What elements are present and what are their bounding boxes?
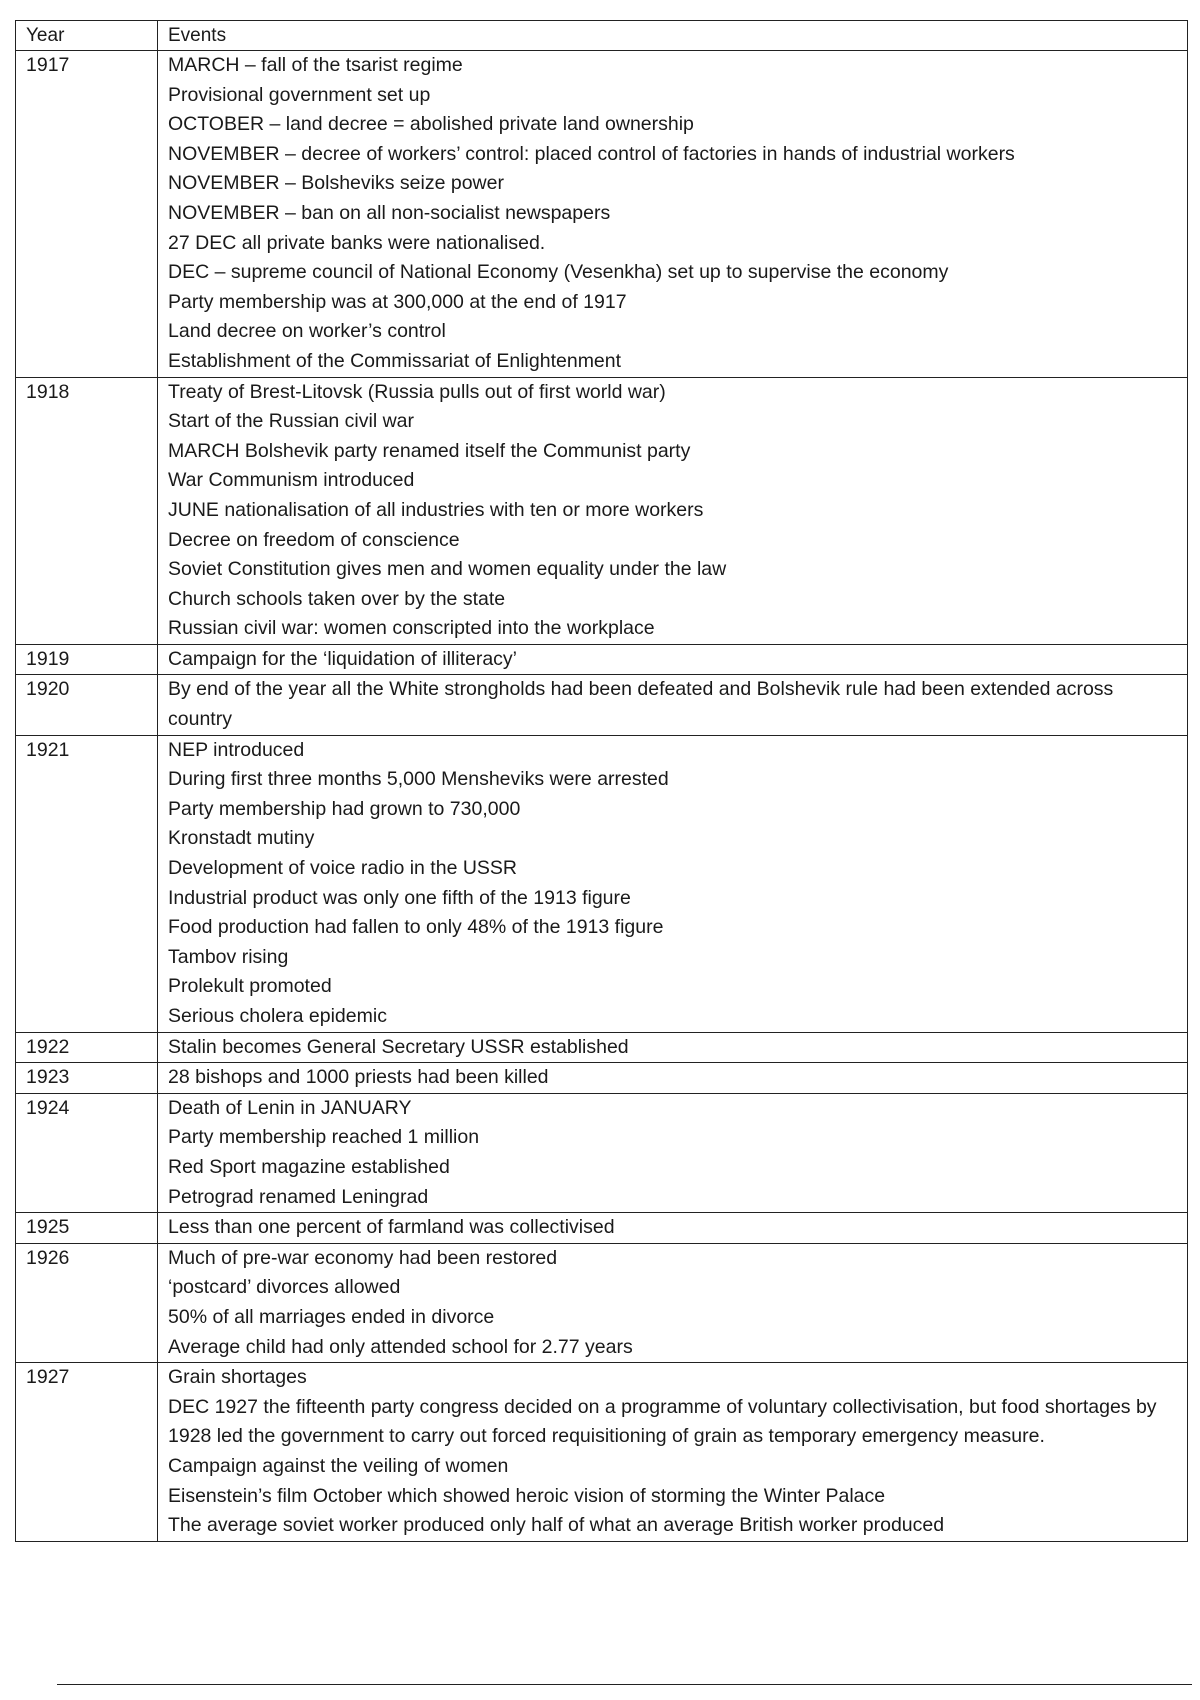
table-row xyxy=(16,51,1188,378)
event-item: Church schools taken over by the state xyxy=(168,587,506,610)
event-item: Party membership was at 300,000 at the end of 1917 xyxy=(168,290,627,313)
table-row xyxy=(16,1063,1188,1094)
event-item: Less than one percent of farmland was collectivised xyxy=(168,1216,615,1239)
event-item: Death of Lenin in JANUARY xyxy=(168,1096,412,1119)
event-item: Industrial product was only one fifth of the 1913 figure xyxy=(168,886,631,909)
year-cell: 1927 xyxy=(16,1363,158,1542)
events-cell xyxy=(158,1032,1188,1063)
event-item: JUNE nationalisation of all industries with ten or more workers xyxy=(168,498,704,521)
year-cell: 1918 xyxy=(16,377,158,644)
events-cell xyxy=(158,735,1188,1032)
event-item: Average child had only attended school for 2.77 years xyxy=(168,1335,633,1358)
year-cell: 1917 xyxy=(16,51,158,378)
event-item: Petrograd renamed Leningrad xyxy=(168,1185,429,1208)
event-item: Tambov rising xyxy=(168,945,289,968)
event-item: DEC 1927 the fifteenth party congress decided on a programme of voluntary collectivisation, but food shortages by 1928 led the government to carry out forced requisitioning of grain as temporary emergency measure. xyxy=(168,1395,1157,1448)
event-item: Establishment of the Commissariat of Enlightenment xyxy=(168,349,622,372)
event-item: Stalin becomes General Secretary USSR established xyxy=(168,1035,629,1058)
year-cell: 1922 xyxy=(16,1032,158,1063)
event-item: NOVEMBER – ban on all non-socialist newspapers xyxy=(168,201,611,224)
event-item: Land decree on worker’s control xyxy=(168,320,446,343)
table-row xyxy=(16,1243,1188,1362)
event-item: NOVEMBER – decree of workers’ control: placed control of factories in hands of industrial workers xyxy=(168,142,1015,165)
event-item: Campaign against the veiling of women xyxy=(168,1454,509,1477)
event-item: Soviet Constitution gives men and women equality under the law xyxy=(168,558,727,581)
year-column-header: Year xyxy=(16,21,158,51)
event-item: Grain shortages xyxy=(168,1366,307,1389)
event-item: By end of the year all the White strongholds had been defeated and Bolshevik rule had been extended across country xyxy=(168,678,1114,731)
event-item: MARCH Bolshevik party renamed itself the Communist party xyxy=(168,439,691,462)
event-item: Development of voice radio in the USSR xyxy=(168,857,518,880)
year-cell: 1925 xyxy=(16,1213,158,1244)
events-cell xyxy=(158,377,1188,644)
event-item: Provisional government set up xyxy=(168,83,431,106)
events-cell xyxy=(158,675,1188,735)
table-row xyxy=(16,675,1188,735)
events-cell xyxy=(158,1243,1188,1362)
year-cell: 1919 xyxy=(16,644,158,675)
event-item: Serious cholera epidemic xyxy=(168,1005,387,1027)
event-item: Food production had fallen to only 48% of the 1913 figure xyxy=(168,916,664,939)
event-item: NOVEMBER – Bolsheviks seize power xyxy=(168,172,504,195)
events-cell xyxy=(158,1213,1188,1244)
event-item: Party membership had grown to 730,000 xyxy=(168,797,521,820)
event-item: MARCH – fall of the tsarist regime xyxy=(168,54,463,76)
event-item: Decree on freedom of conscience xyxy=(168,528,460,551)
year-cell: 1920 xyxy=(16,675,158,735)
event-item: During first three months 5,000 Mensheviks were arrested xyxy=(168,768,669,791)
event-item: War Communism introduced xyxy=(168,469,415,492)
timeline-body xyxy=(16,51,1188,1542)
event-item: Treaty of Brest-Litovsk (Russia pulls out of first world war) xyxy=(168,380,666,403)
events-cell xyxy=(158,644,1188,675)
event-item: Prolekult promoted xyxy=(168,975,332,998)
events-cell xyxy=(158,1363,1188,1542)
event-item: NEP introduced xyxy=(168,738,305,761)
table-row xyxy=(16,377,1188,644)
table-row xyxy=(16,1363,1188,1542)
event-item: 27 DEC all private banks were nationalised. xyxy=(168,231,546,254)
table-row xyxy=(16,1213,1188,1244)
year-cell: 1924 xyxy=(16,1093,158,1212)
table-row xyxy=(16,1093,1188,1212)
table-row xyxy=(16,735,1188,1032)
timeline-table xyxy=(15,20,1188,1542)
events-column-header: Events xyxy=(158,21,1188,51)
year-cell: 1926 xyxy=(16,1243,158,1362)
event-item: Start of the Russian civil war xyxy=(168,410,415,433)
event-item: The average soviet worker produced only half of what an average British worker produced xyxy=(168,1514,945,1537)
event-item: Eisenstein’s film October which showed heroic vision of storming the Winter Palace xyxy=(168,1484,886,1507)
event-item: Russian civil war: women conscripted into the workplace xyxy=(168,617,655,640)
year-cell: 1923 xyxy=(16,1063,158,1094)
table-row xyxy=(16,644,1188,675)
event-item: 28 bishops and 1000 priests had been killed xyxy=(168,1066,549,1089)
events-cell xyxy=(158,1093,1188,1212)
table-row xyxy=(16,1032,1188,1063)
event-item: Kronstadt mutiny xyxy=(168,827,315,850)
event-item: OCTOBER – land decree = abolished private land ownership xyxy=(168,113,694,136)
event-item: 50% of all marriages ended in divorce xyxy=(168,1305,495,1328)
event-item: Campaign for the ‘liquidation of illiteracy’ xyxy=(168,647,518,670)
event-item: ‘postcard’ divorces allowed xyxy=(168,1276,401,1299)
events-cell xyxy=(158,51,1188,378)
event-item: Red Sport magazine established xyxy=(168,1155,450,1178)
footer-rule xyxy=(57,1684,1192,1685)
event-item: Much of pre-war economy had been restored xyxy=(168,1246,558,1269)
header-row xyxy=(16,21,1188,51)
event-item: DEC – supreme council of National Economy (Vesenkha) set up to supervise the economy xyxy=(168,261,949,284)
year-cell: 1921 xyxy=(16,735,158,1032)
event-item: Party membership reached 1 million xyxy=(168,1126,480,1149)
events-cell xyxy=(158,1063,1188,1094)
